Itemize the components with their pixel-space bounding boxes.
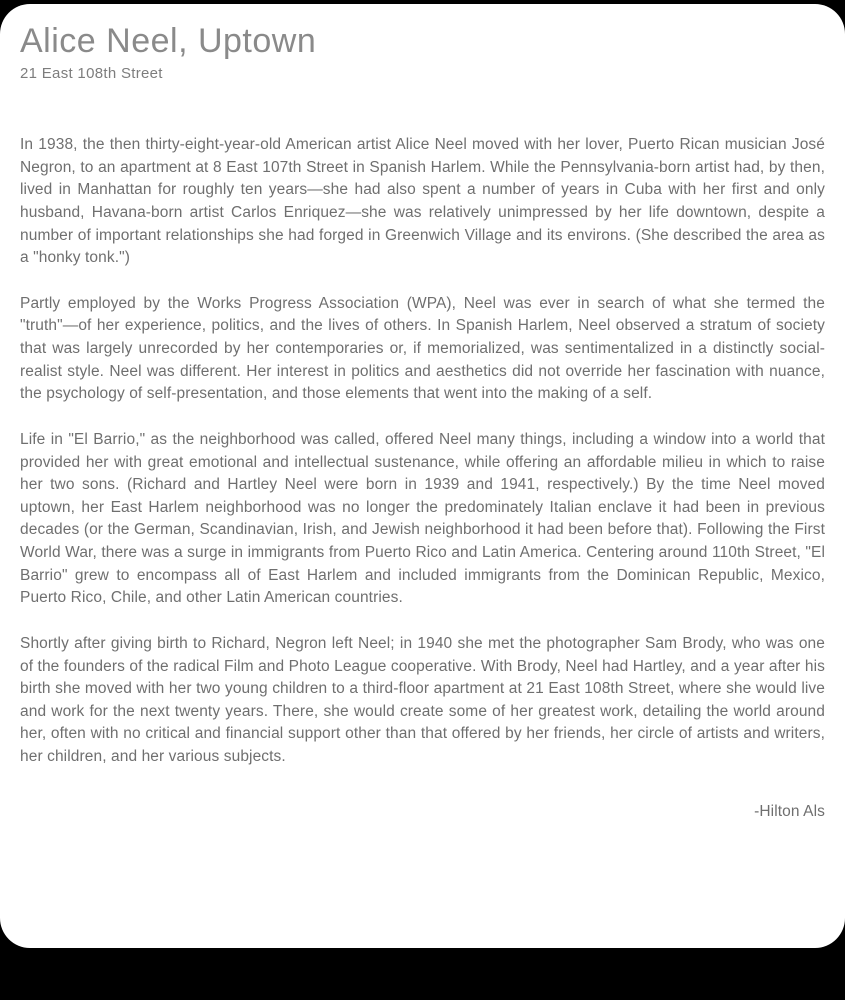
page-title: Alice Neel, Uptown [20, 22, 317, 60]
label-body-text [20, 134, 825, 823]
body-paragraph: Partly employed by the Works Progress Association (WPA), Neel was ever in search of what she termed the "truth"—of her experience, politics, and the lives of others. In Spanish Harlem, Neel observed a stratum of society that was largely unrecorded by her contemporaries or, if memorialized, was sentimentalized in a distinctly social-realist style. Neel was different. Her interest in politics and aesthetics did not override her fascination with nuance, the psychology of self-presentation, and those elements that went into the making of a self. [20, 294, 825, 403]
body-paragraph: In 1938, the then thirty-eight-year-old American artist Alice Neel moved with her lover, Puerto Rican musician José Negron, to an apartment at 8 East 107th Street in Spanish Harlem. While the Pennsylvania-born artist had, by then, lived in Manhattan for roughly ten years—she had also spent a number of years in Cuba with her first and only husband, Havana-born artist Carlos Enriquez—she was relatively unimpressed by her life downtown, despite a number of important relationships she had forged in Greenwich Village and its environs. (She described the area as a "honky tonk.") [20, 136, 825, 267]
body-paragraph: Life in "El Barrio," as the neighborhood was called, offered Neel many things, including a window into a world that provided her with great emotional and intellectual sustenance, while offering an affordable milieu in which to raise her two sons. (Richard and Hartley Neel were born in 1939 and 1941, respectively.) By the time Neel moved uptown, her East Harlem neighborhood was no longer the predominately Italian enclave it had been in previous decades (or the German, Scandinavian, Irish, and Jewish neighborhood it had been before that). Following the First World War, there was a surge in immigrants from Puerto Rico and Latin America. Centering around 110th Street, "El Barrio" grew to encompass all of East Harlem and included immigrants from the Dominican Republic, Mexico, Puerto Rico, Chile, and other Latin American countries. [20, 430, 825, 607]
attribution: -Hilton Als [754, 802, 825, 820]
body-paragraph: Shortly after giving birth to Richard, Negron left Neel; in 1940 she met the photographer Sam Brody, who was one of the founders of the radical Film and Photo League cooperative. With Brody, Neel had Hartley, and a year after his birth she moved with her two young children to a third-floor apartment at 21 East 108th Street, where she would live and work for the next twenty years. There, she would create some of her greatest work, detailing the world around her, often with no critical and financial support other than that offered by her friends, her circle of artists and writers, her children, and her various subjects. [20, 634, 825, 766]
page-subtitle: 21 East 108th Street [20, 65, 163, 83]
wall-label-card [0, 4, 845, 948]
